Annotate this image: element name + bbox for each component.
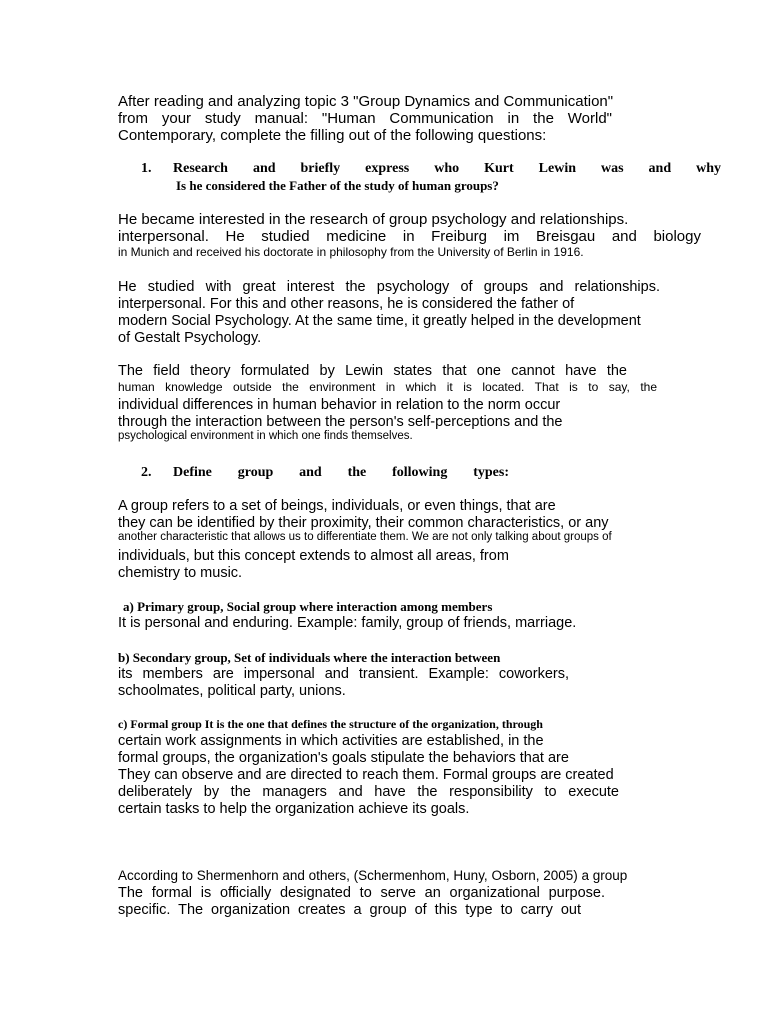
paragraph-line: According to Shermenhorn and others, (Schermenhom, Huny, Osborn, 2005) a group	[118, 868, 628, 883]
intro-line: from your study manual: "Human Communication in the World"	[118, 110, 612, 127]
paragraph-line: individual differences in human behavior in relation to the norm occur	[118, 397, 561, 413]
intro-line: After reading and analyzing topic 3 "Group Dynamics and Communication"	[118, 93, 614, 110]
paragraph-line: modern Social Psychology. At the same time, it greatly helped in the development	[118, 313, 641, 329]
question-1-line: Research and briefly express who Kurt Lewin was and why	[173, 161, 721, 176]
paragraph-line: They can observe and are directed to reach them. Formal groups are created	[118, 767, 614, 783]
paragraph-line: psychological environment in which one finds themselves.	[118, 430, 413, 442]
paragraph-line: its members are impersonal and transient. Example: coworkers,	[118, 666, 569, 682]
paragraph-line: schoolmates, political party, unions.	[118, 683, 346, 699]
paragraph-line: interpersonal. For this and other reasons, he is considered the father of	[118, 296, 575, 312]
paragraph-line: in Munich and received his doctorate in philosophy from the University of Berlin in 1916.	[118, 245, 584, 259]
paragraph-line: He studied with great interest the psychology of groups and relationships.	[118, 279, 660, 295]
question-2-number: 2.	[141, 465, 152, 480]
paragraph-line: another characteristic that allows us to differentiate them. We are not only talking about groups of	[118, 531, 612, 543]
paragraph-line: of Gestalt Psychology.	[118, 330, 262, 346]
question-1-number: 1.	[141, 161, 152, 176]
paragraph-line: through the interaction between the person's self-perceptions and the	[118, 414, 563, 430]
paragraph-line: certain tasks to help the organization achieve its goals.	[118, 801, 470, 817]
paragraph-line: A group refers to a set of beings, individuals, or even things, that are	[118, 498, 556, 514]
subheading-primary-group: a) Primary group, Social group where interaction among members	[123, 599, 493, 614]
paragraph-line: human knowledge outside the environment in which it is located. That is to say, the	[118, 380, 657, 394]
paragraph-line: He became interested in the research of group psychology and relationships.	[118, 211, 629, 228]
paragraph-line: certain work assignments in which activities are established, in the	[118, 733, 544, 749]
paragraph-line: It is personal and enduring. Example: family, group of friends, marriage.	[118, 615, 577, 631]
paragraph-line: formal groups, the organization's goals stipulate the behaviors that are	[118, 750, 569, 766]
paragraph-line: The field theory formulated by Lewin states that one cannot have the	[118, 363, 627, 379]
paragraph-line: chemistry to music.	[118, 565, 243, 581]
paragraph-line: interpersonal. He studied medicine in Freiburg im Breisgau and biology	[118, 228, 701, 245]
question-1-line: Is he considered the Father of the study of human groups?	[176, 178, 499, 193]
paragraph-line: specific. The organization creates a group of this type to carry out	[118, 902, 581, 918]
intro-line: Contemporary, complete the filling out of the following questions:	[118, 127, 547, 144]
paragraph-line: they can be identified by their proximity, their common characteristics, or any	[118, 515, 609, 531]
subheading-secondary-group: b) Secondary group, Set of individuals where the interaction between	[118, 650, 501, 665]
paragraph-line: The formal is officially designated to serve an organizational purpose.	[118, 885, 605, 901]
question-2-line: Define group and the following types:	[173, 465, 509, 480]
paragraph-line: individuals, but this concept extends to almost all areas, from	[118, 548, 509, 564]
subheading-formal-group: c) Formal group It is the one that defines the structure of the organization, through	[118, 717, 543, 731]
paragraph-line: deliberately by the managers and have the responsibility to execute	[118, 784, 619, 800]
